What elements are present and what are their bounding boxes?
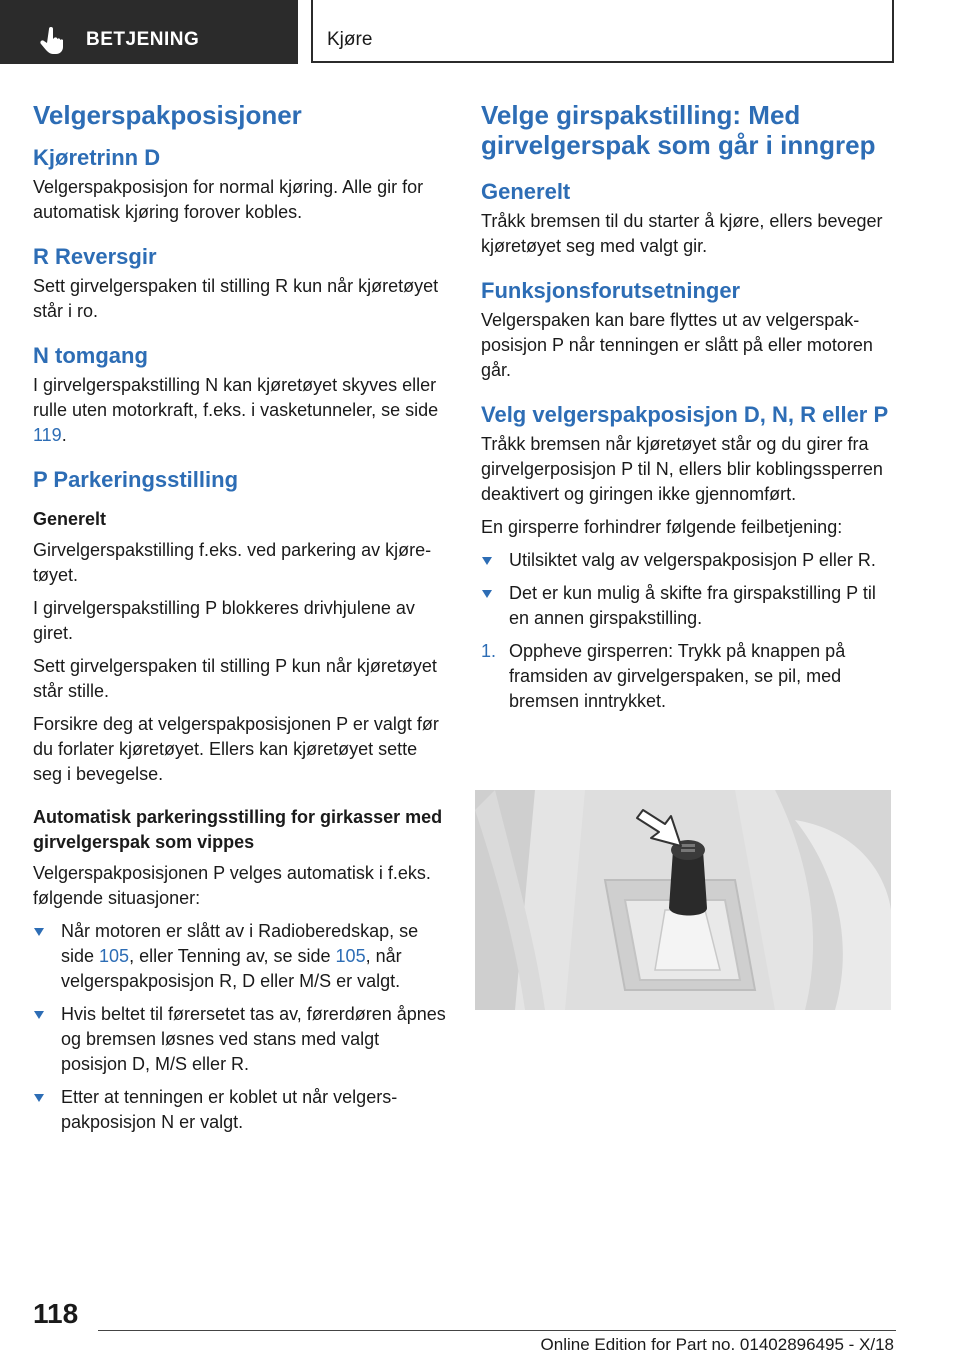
park-paragraph-1: Girvelgerspakstilling f.eks. ved parkering av kjøretøyet. xyxy=(33,540,432,585)
heading-reverse-r: R Reversgir xyxy=(33,244,157,269)
park-paragraph-4: Forsikre deg at velgerspakposisjonen P er valgt før du forlater kjøretøyet. Ellers kan kjøretøyet sette seg i bevegelse. xyxy=(33,714,439,784)
step-number: 1. xyxy=(481,641,497,661)
list-item: Når motoren er slått av i Radioberedskap, se side 105, eller Tenning av, se side 105, når velgerspakposisjon R, D eller M/S er valgt. xyxy=(33,919,446,994)
page-title: Velgerspakposisjoner xyxy=(33,100,302,130)
heading-prerequisites: Funksjonsforutsetninger xyxy=(481,278,741,303)
park-paragraph-3: Sett girvelgerspaken til stilling P kun når kjøretøyet står stille. xyxy=(33,656,437,701)
heading-general: Generelt xyxy=(481,179,571,204)
footer-divider xyxy=(98,1330,896,1331)
chapter-label: Kjøre xyxy=(327,29,373,50)
text-neutral-n: I girvelgerspakstilling N kan kjøretøyet skyves eller rulle uten motorkraft, f.eks. i vasketunneler, se side 119. xyxy=(33,375,439,445)
text-general: Tråkk bremsen til du starter å kjøre, ellers beveger kjøretøyet seg med valgt gir. xyxy=(481,211,883,256)
right-column xyxy=(481,100,896,722)
triangle-bullet-icon xyxy=(482,557,492,565)
section-header xyxy=(0,0,298,64)
heading-park-p: P Parkeringsstilling xyxy=(33,467,239,492)
gear-selector-illustration xyxy=(475,790,891,1010)
step-item: 1. Oppheve girsperren: Trykk på knappen på framsiden av girvelgerspaken, se pil, med bremsen inntrykket. xyxy=(481,641,846,711)
right-title: Velge girspakstilling: Med girvelgerspak som går i inngrep xyxy=(481,100,876,160)
triangle-bullet-icon xyxy=(34,1094,44,1102)
text-drive-d: Velgerspakposisjon for normal kjøring. Alle gir for automatisk kjøring forover kobles. xyxy=(33,177,424,222)
heading-drive-d: Kjøretrinn D xyxy=(33,145,161,170)
page-number: 118 xyxy=(33,1298,79,1329)
triangle-bullet-icon xyxy=(482,590,492,598)
text-prerequisites: Velgerspaken kan bare flyttes ut av velgerspakposisjon P når tenningen er slått på eller motoren går. xyxy=(481,310,873,380)
footer-edition: Online Edition for Part no. 01402896495 - X/18 xyxy=(540,1335,894,1354)
gear-lever-icon xyxy=(475,790,891,1010)
left-column xyxy=(33,100,446,1143)
page-link-105[interactable]: 105 xyxy=(99,946,130,966)
park-paragraph-2: I girvelgerspakstilling P blokkeres drivhjulene av giret. xyxy=(33,598,415,643)
auto-park-list xyxy=(33,919,446,1135)
text-select-1: Tråkk bremsen når kjøretøyet står og du girer fra girvelgerposisjon P til N, ellers blir koblingssperren deaktivert og giringen ikke gjennomført. xyxy=(481,434,883,504)
heading-neutral-n: N tomgang xyxy=(33,343,148,368)
list-item: Hvis beltet til førersetet tas av, førerdøren åpnes og bremsen løsnes ved stans med valgt posisjon D, M/S eller R. xyxy=(33,1002,446,1077)
auto-park-intro: Velgerspakposisjonen P velges automatisk i f.eks. følgende situasjoner: xyxy=(33,863,431,908)
steps-list xyxy=(481,639,896,714)
chapter-header xyxy=(311,0,894,63)
page-link-119[interactable]: 119 xyxy=(33,425,62,445)
text-reverse-r: Sett girvelgerspaken til stilling R kun når kjøretøyet står i ro. xyxy=(33,276,439,321)
shift-lock-list xyxy=(481,548,896,631)
list-item: Det er kun mulig å skifte fra girspakstilling P til en annen girspakstilling. xyxy=(481,581,896,631)
triangle-bullet-icon xyxy=(34,1011,44,1019)
list-item: Etter at tenningen er koblet ut når velgerspakposisjon N er valgt. xyxy=(33,1085,446,1135)
list-item: Utilsiktet valg av velgerspakposisjon P eller R. xyxy=(481,548,896,573)
page-link-105[interactable]: 105 xyxy=(335,946,366,966)
text-select-2: En girsperre forhindrer følgende feilbetjening: xyxy=(481,517,843,537)
hand-pointer-icon xyxy=(38,26,68,56)
heading-select-position: Velg velgerspakposisjon D, N, R eller P xyxy=(481,402,889,427)
section-label: BETJENING xyxy=(86,29,200,50)
subheading-general: Generelt xyxy=(33,509,107,529)
triangle-bullet-icon xyxy=(34,928,44,936)
subheading-auto-park: Automatisk parkeringsstilling for girkasser med girvelgerspak som vippes xyxy=(33,807,443,852)
